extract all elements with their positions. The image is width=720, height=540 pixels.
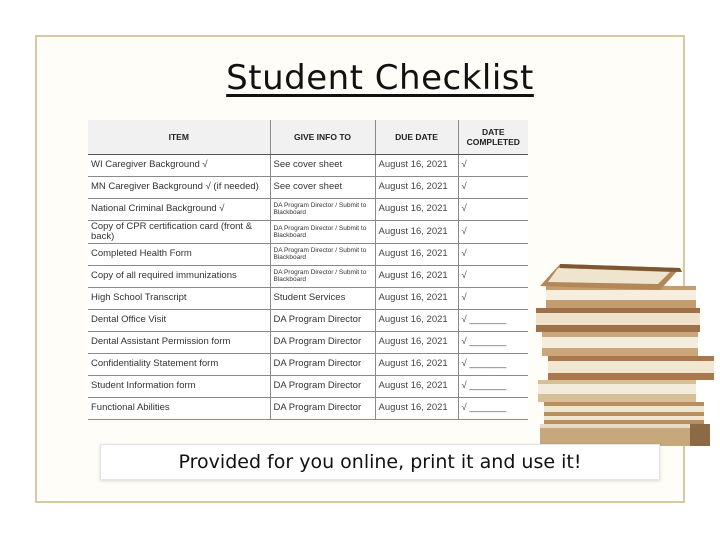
row-date-completed: √ _______ (458, 353, 528, 375)
row-date-completed: √ (458, 176, 528, 198)
table-row (88, 397, 528, 419)
row-item: WI Caregiver Background √ (88, 154, 270, 176)
row-item: Copy of CPR certification card (front & back) (88, 220, 270, 243)
header-due-date: DUE DATE (375, 120, 458, 154)
row-give-info-to: DA Program Director / Submit to Blackboard (270, 220, 375, 243)
row-date-completed: √ _______ (458, 397, 528, 419)
table-row (88, 243, 528, 265)
row-date-completed: √ (458, 265, 528, 287)
header-date-completed: DATE COMPLETED (458, 120, 528, 154)
row-give-info-to: DA Program Director (270, 353, 375, 375)
row-due-date: August 16, 2021 (375, 353, 458, 375)
row-due-date: August 16, 2021 (375, 176, 458, 198)
row-date-completed: √ _______ (458, 331, 528, 353)
row-give-info-to: DA Program Director / Submit to Blackboard (270, 198, 375, 220)
row-date-completed: √ _______ (458, 309, 528, 331)
table-row (88, 353, 528, 375)
table-row (88, 265, 528, 287)
checklist-table-image (88, 120, 528, 416)
table-row (88, 198, 528, 220)
table-row (88, 375, 528, 397)
row-date-completed: √ (458, 220, 528, 243)
row-give-info-to: DA Program Director / Submit to Blackboard (270, 243, 375, 265)
caption-banner: Provided for you online, print it and use it! (100, 444, 660, 480)
row-due-date: August 16, 2021 (375, 287, 458, 309)
header-item: ITEM (88, 120, 270, 154)
table-row (88, 309, 528, 331)
row-item: Functional Abilities (88, 397, 270, 419)
row-give-info-to: DA Program Director / Submit to Blackboard (270, 265, 375, 287)
table-row (88, 176, 528, 198)
row-give-info-to: DA Program Director (270, 375, 375, 397)
stack-of-books-image (530, 238, 720, 450)
row-due-date: August 16, 2021 (375, 220, 458, 243)
slide-title: Student Checklist (226, 58, 534, 98)
row-item: Confidentiality Statement form (88, 353, 270, 375)
table-header-row (88, 120, 528, 154)
table-row (88, 154, 528, 176)
row-item: National Criminal Background √ (88, 198, 270, 220)
row-give-info-to: See cover sheet (270, 176, 375, 198)
header-give-info-to: GIVE INFO TO (270, 120, 375, 154)
row-give-info-to: Student Services (270, 287, 375, 309)
row-due-date: August 16, 2021 (375, 198, 458, 220)
row-give-info-to: DA Program Director (270, 309, 375, 331)
table-row (88, 331, 528, 353)
row-date-completed: √ _______ (458, 375, 528, 397)
row-item: Student Information form (88, 375, 270, 397)
row-due-date: August 16, 2021 (375, 309, 458, 331)
row-due-date: August 16, 2021 (375, 265, 458, 287)
row-due-date: August 16, 2021 (375, 331, 458, 353)
row-date-completed: √ (458, 198, 528, 220)
row-give-info-to: DA Program Director (270, 397, 375, 419)
row-item: Copy of all required immunizations (88, 265, 270, 287)
row-item: Dental Assistant Permission form (88, 331, 270, 353)
row-give-info-to: See cover sheet (270, 154, 375, 176)
checklist-table (88, 120, 528, 420)
table-row (88, 220, 528, 243)
row-due-date: August 16, 2021 (375, 243, 458, 265)
row-item: Dental Office Visit (88, 309, 270, 331)
row-due-date: August 16, 2021 (375, 397, 458, 419)
row-date-completed: √ (458, 287, 528, 309)
row-date-completed: √ (458, 154, 528, 176)
row-due-date: August 16, 2021 (375, 375, 458, 397)
row-item: Completed Health Form (88, 243, 270, 265)
row-item: High School Transcript (88, 287, 270, 309)
table-row (88, 287, 528, 309)
row-give-info-to: DA Program Director (270, 331, 375, 353)
row-due-date: August 16, 2021 (375, 154, 458, 176)
row-item: MN Caregiver Background √ (if needed) (88, 176, 270, 198)
row-date-completed: √ (458, 243, 528, 265)
